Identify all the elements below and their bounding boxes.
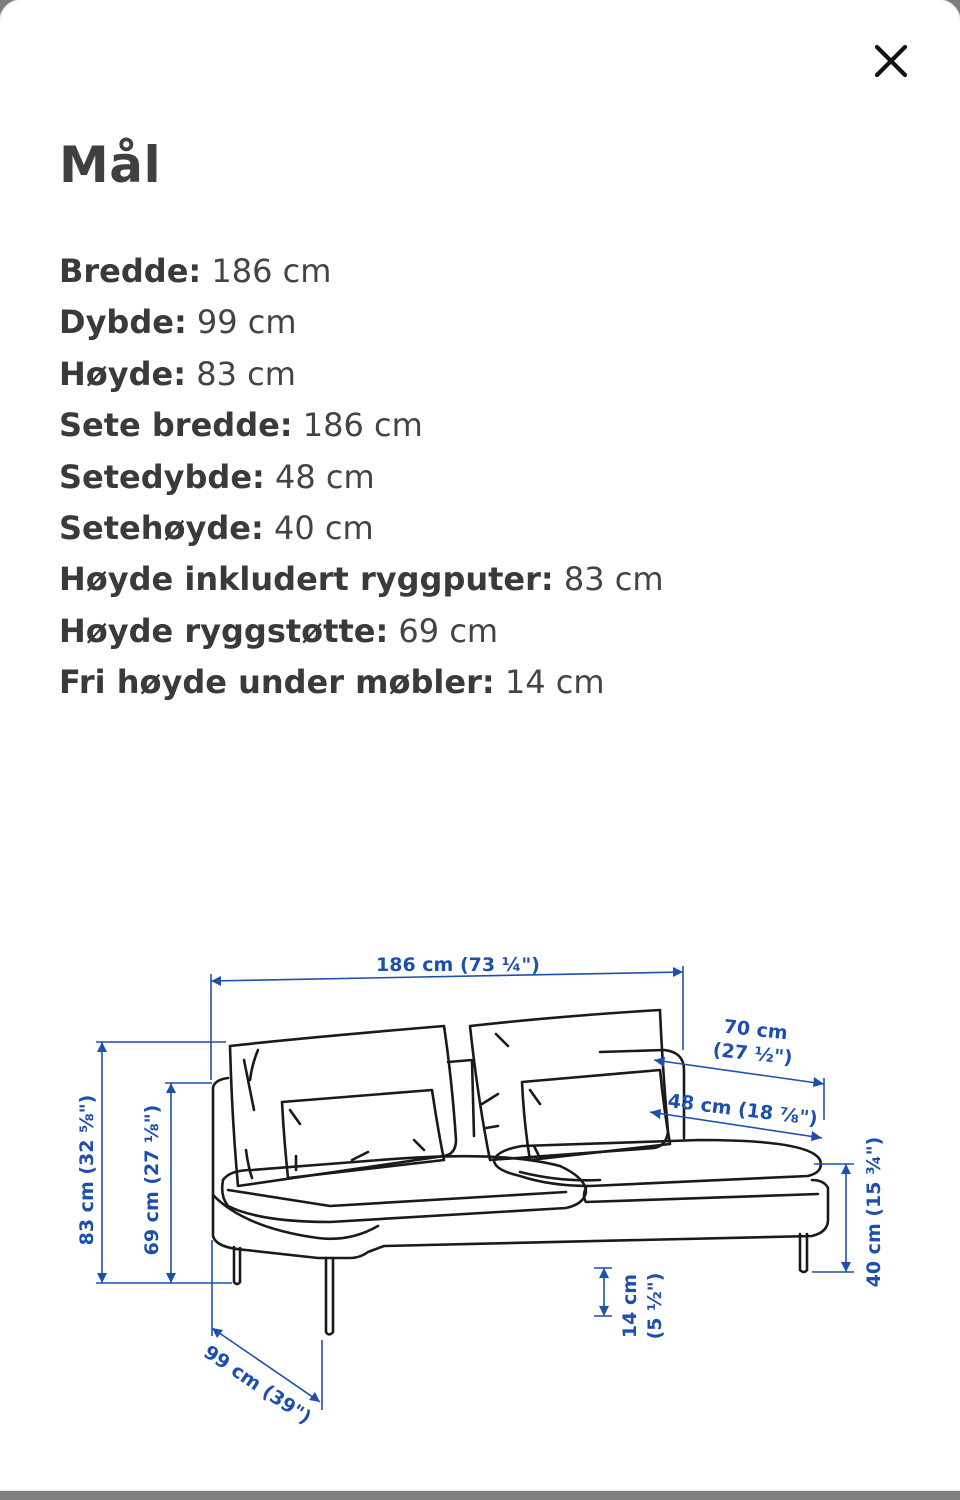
dimension-row — [59, 503, 664, 554]
dimension-value: 48 cm — [275, 457, 375, 496]
dimension-label: Setehøyde: — [59, 508, 264, 547]
dimension-value: 99 cm — [196, 303, 297, 342]
total-height-label: 83 cm (32 ⅝") — [76, 1094, 98, 1246]
dimension-value: 83 cm — [196, 354, 296, 393]
dimension-row — [59, 606, 664, 657]
close-icon — [874, 44, 908, 78]
dimension-value: 186 cm — [302, 406, 423, 445]
width-label: 186 cm (73 ¼") — [376, 954, 540, 976]
dimension-label: Setedybde: — [59, 457, 265, 496]
clearance-label-inch: (5 ½") — [644, 1272, 666, 1340]
armrest-label-inch: (27 ½") — [711, 1038, 794, 1070]
dimension-row — [59, 297, 664, 348]
dimension-row — [59, 349, 664, 400]
dimension-row — [59, 400, 664, 451]
close-button[interactable] — [866, 36, 916, 86]
depth-label: 99 cm (39") — [199, 1341, 316, 1429]
armrest-label: 70 cm — [722, 1015, 789, 1045]
back-height-label: 69 cm (27 ⅛") — [141, 1104, 163, 1256]
dimension-value: 186 cm — [211, 252, 332, 290]
dimension-list — [59, 246, 664, 709]
dimension-value: 83 cm — [563, 560, 664, 599]
dimension-value: 14 cm — [504, 663, 605, 702]
dimension-value: 69 cm — [398, 611, 499, 650]
dimension-label: Høyde inkludert ryggputer: — [59, 560, 554, 599]
dimension-label: Høyde ryggstøtte: — [59, 611, 389, 650]
dimension-row — [59, 554, 664, 605]
dimension-label: Høyde: — [59, 354, 187, 393]
dimension-row — [59, 657, 664, 708]
modal-title: Mål — [59, 136, 162, 194]
clearance-label: 14 cm — [619, 1273, 641, 1339]
dimension-label: Bredde: — [59, 252, 202, 290]
dimension-label: Sete bredde: — [59, 406, 293, 445]
seat-depth-label: 48 cm (18 ⅞") — [666, 1089, 819, 1131]
dimension-value: 40 cm — [273, 508, 374, 547]
sofa-dimension-diagram — [0, 940, 960, 1440]
dimension-row — [59, 452, 664, 503]
dimension-row — [59, 246, 664, 297]
seat-height-label: 40 cm (15 ¾") — [863, 1136, 885, 1288]
dimension-label: Fri høyde under møbler: — [59, 663, 495, 702]
dimension-label: Dybde: — [59, 303, 187, 342]
